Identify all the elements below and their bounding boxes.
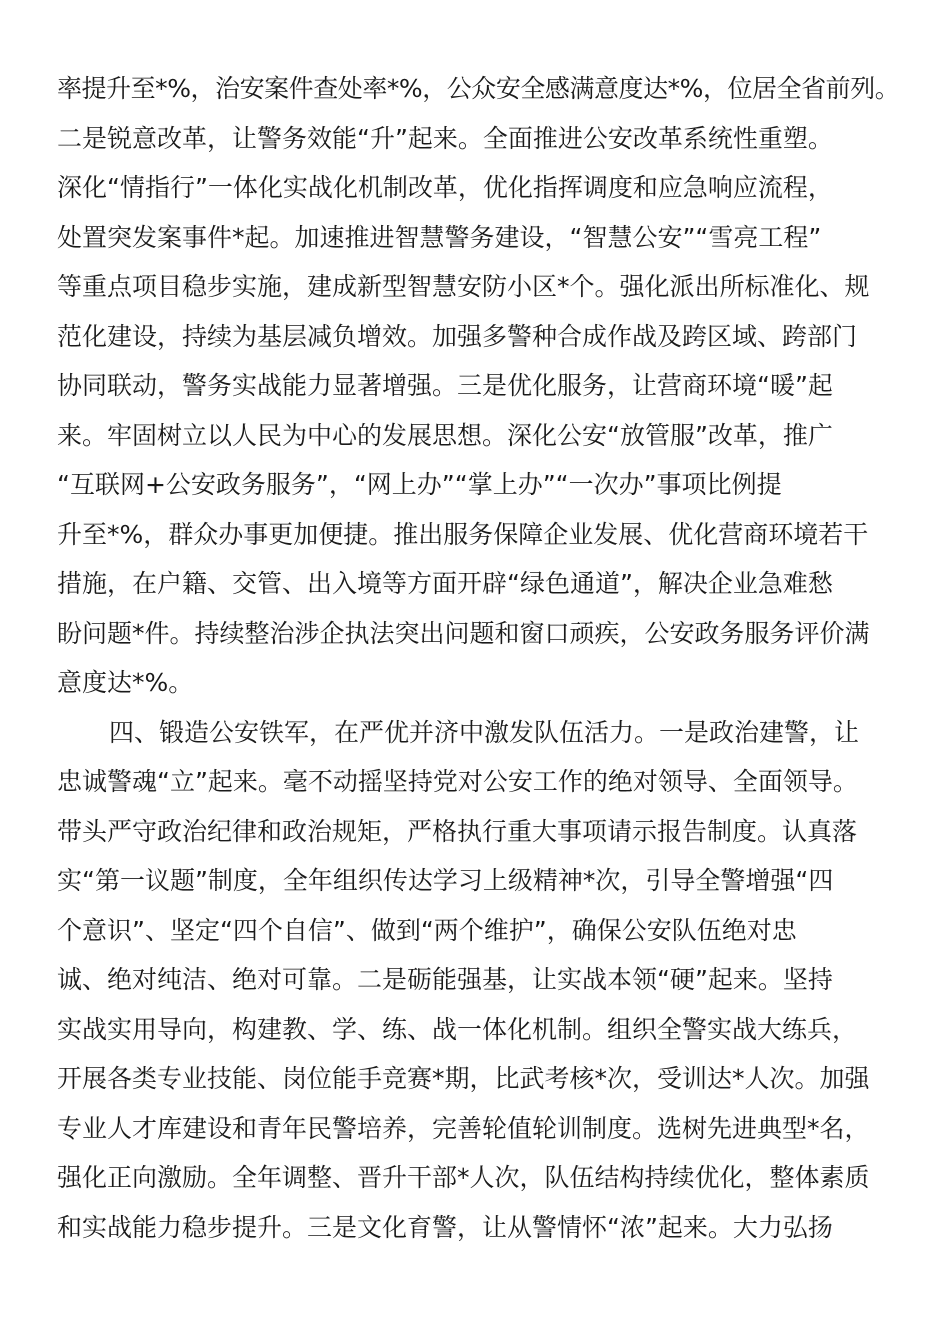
text-line-8: 来。牢固树立以人民为中心的发展思想。深化公安“放管服”改革，推广 bbox=[57, 421, 833, 450]
text-line-10: 升至*%，群众办事更加便捷。推出服务保障企业发展、优化营商环境若干 bbox=[57, 520, 869, 549]
text-line-5: 等重点项目稳步实施，建成新型智慧安防小区*个。强化派出所标准化、规 bbox=[57, 272, 870, 301]
text-line-13: 意度达*%。 bbox=[57, 668, 194, 697]
paragraph-heading-line: 四、锻造公安铁军，在严优并济中激发队伍活力。一是政治建警，让 bbox=[109, 718, 860, 747]
text-line-16: 带头严守政治纪律和政治规矩，严格执行重大事项请示报告制度。认真落 bbox=[57, 817, 858, 846]
text-line-17: 实“第一议题”制度，全年组织传达学习上级精神*次，引导全警增强“四 bbox=[57, 866, 834, 895]
text-line-4: 处置突发案事件*起。加速推进智慧警务建设，“智慧公安”“雪亮工程” bbox=[57, 223, 822, 252]
text-line-2: 二是锐意改革，让警务效能“升”起来。全面推进公安改革系统性重塑。 bbox=[57, 124, 833, 153]
text-line-9: “互联网+公安政务服务”，“网上办”“掌上办”“一次办”事项比例提 bbox=[57, 470, 782, 499]
text-line-18: 个意识”、坚定“四个自信”、做到“两个维护”，确保公安队伍绝对忠 bbox=[57, 916, 797, 945]
text-line-24: 和实战能力稳步提升。三是文化育警，让从警情怀“浓”起来。大力弘扬 bbox=[57, 1213, 833, 1242]
text-line-20: 实战实用导向，构建教、学、练、战一体化机制。组织全警实战大练兵， bbox=[57, 1015, 858, 1044]
text-line-19: 诚、绝对纯洁、绝对可靠。二是砺能强基，让实战本领“硬”起来。坚持 bbox=[57, 965, 833, 994]
text-line-6: 范化建设，持续为基层减负增效。加强多警种合成作战及跨区域、跨部门 bbox=[57, 322, 858, 351]
text-line-11: 措施，在户籍、交管、出入境等方面开辟“绿色通道”，解决企业急难愁 bbox=[57, 569, 833, 598]
text-line-21: 开展各类专业技能、岗位能手竞赛*期，比武考核*次，受训达*人次。加强 bbox=[57, 1064, 870, 1093]
text-line-15: 忠诚警魂“立”起来。毫不动摇坚持党对公安工作的绝对领导、全面领导。 bbox=[57, 767, 858, 796]
text-line-22: 专业人才库建设和青年民警培养，完善轮值轮训制度。选树先进典型*名， bbox=[57, 1114, 870, 1143]
text-line-12: 盼问题*件。持续整治涉企执法突出问题和窗口顽疾，公安政务服务评价满 bbox=[57, 619, 870, 648]
text-line-3: 深化“情指行”一体化实战化机制改革，优化指挥调度和应急响应流程， bbox=[57, 173, 833, 202]
text-line-1: 率提升至*%，治安案件查处率*%，公众安全感满意度达*%，位居全省前列。 bbox=[57, 74, 900, 103]
text-line-7: 协同联动，警务实战能力显著增强。三是优化服务，让营商环境“暖”起 bbox=[57, 371, 833, 400]
text-line-23: 强化正向激励。全年调整、晋升干部*人次，队伍结构持续优化，整体素质 bbox=[57, 1163, 870, 1192]
